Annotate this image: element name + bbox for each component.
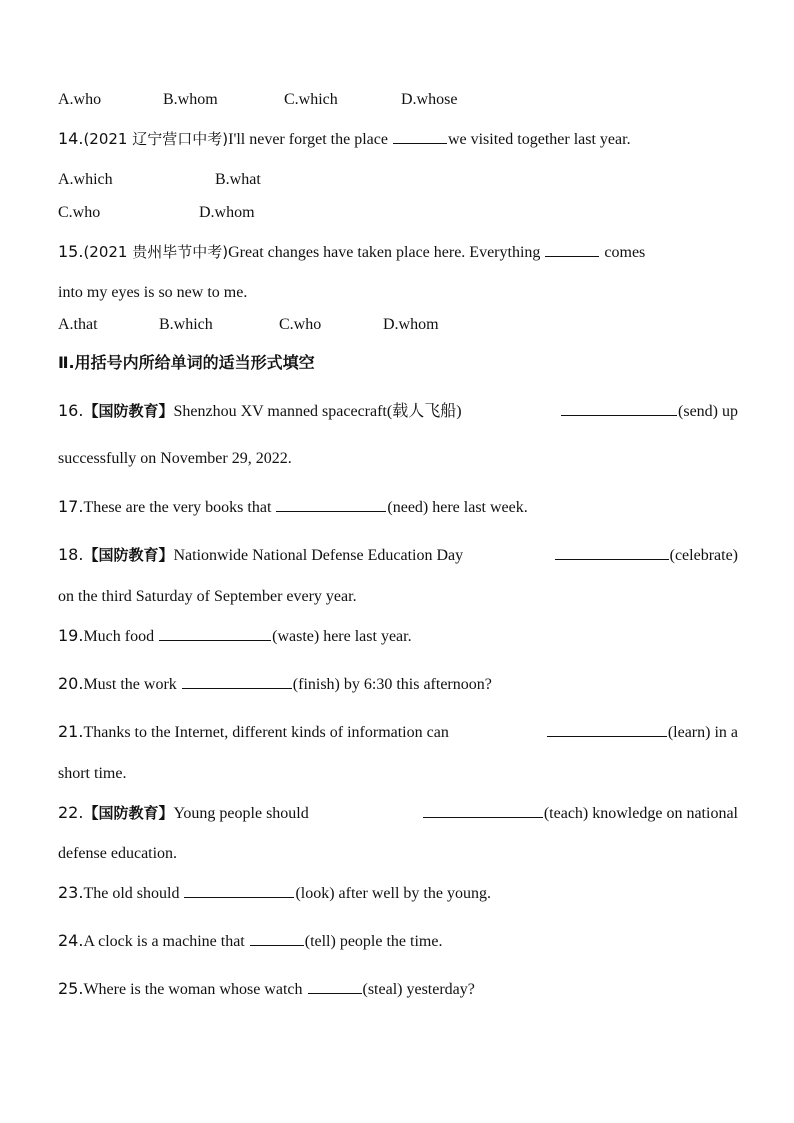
q13-option-c: C.which	[284, 91, 338, 108]
question-source: (2021 贵州毕节中考)	[83, 243, 229, 261]
q25-stem	[58, 979, 738, 1000]
question-number: 19.	[58, 626, 84, 645]
answer-blank[interactable]	[250, 931, 304, 946]
question-text: Great changes have taken place here. Everything	[228, 244, 545, 261]
q15-options	[58, 315, 738, 335]
answer-blank[interactable]	[393, 129, 447, 144]
answer-blank[interactable]	[276, 497, 386, 512]
question-text: These are the very books that	[83, 499, 276, 516]
question-text: (teach) knowledge on national	[543, 805, 738, 822]
question-text: (send) up	[678, 403, 738, 420]
question-text: The old should	[83, 885, 184, 902]
question-text: Thanks to the Internet, different kinds of information can	[83, 724, 449, 741]
answer-blank[interactable]	[423, 803, 543, 818]
q14-options-row1	[58, 170, 738, 190]
q14-option-a: A.which	[58, 171, 113, 188]
question-text: (celebrate)	[669, 547, 738, 564]
question-number: 24.	[58, 931, 84, 950]
q16-part1	[58, 401, 462, 422]
q14-option-d: D.whom	[199, 204, 255, 221]
q13-option-b: B.whom	[163, 91, 218, 108]
answer-blank[interactable]	[159, 626, 271, 641]
q15-stem-line2: into my eyes is so new to me.	[58, 284, 248, 301]
question-text: I'll never forget the place	[228, 131, 392, 148]
question-text: Much food	[83, 628, 159, 645]
question-number: 17.	[58, 497, 84, 516]
question-text: Where is the woman whose watch	[83, 981, 307, 998]
q14-options-row2	[58, 203, 738, 223]
question-text: (need) here last week.	[387, 499, 528, 516]
q20-stem	[58, 674, 738, 695]
answer-blank[interactable]	[182, 674, 292, 689]
question-text: Must the work	[83, 676, 181, 693]
q14-option-b: B.what	[215, 171, 261, 188]
q22-stem	[58, 803, 738, 824]
answer-blank[interactable]	[184, 883, 294, 898]
question-number: 15.	[58, 242, 84, 261]
question-text: Nationwide National Defense Education Day	[173, 547, 464, 564]
q15-option-d: D.whom	[383, 316, 439, 333]
question-text: (finish) by 6:30 this afternoon?	[292, 676, 492, 693]
question-number: 16.	[58, 401, 84, 420]
q15-option-a: A.that	[58, 316, 98, 333]
answer-blank[interactable]	[561, 401, 677, 416]
question-number: 25.	[58, 979, 84, 998]
q22-stem-line2: defense education.	[58, 845, 178, 862]
question-number: 22.	[58, 803, 84, 822]
question-text: (waste) here last year.	[272, 628, 412, 645]
q15-stem	[58, 242, 738, 263]
question-text: Shenzhou XV manned spacecraft(载人飞船)	[173, 403, 462, 420]
topic-tag: 【国防教育】	[83, 804, 174, 822]
q13-option-d: D.whose	[401, 91, 458, 108]
q16-stem-line2: successfully on November 29, 2022.	[58, 450, 292, 467]
section-title: Ⅱ.用括号内所给单词的适当形式填空	[58, 353, 315, 372]
question-text: (look) after well by the young.	[295, 885, 491, 902]
q23-stem	[58, 883, 738, 904]
question-text: we visited together last year.	[447, 131, 631, 148]
answer-blank[interactable]	[545, 242, 599, 257]
q22-part2	[422, 803, 738, 824]
answer-blank[interactable]	[308, 979, 362, 994]
q15-option-c: C.who	[279, 316, 322, 333]
q21-part1	[58, 722, 449, 743]
q21-part2	[546, 722, 738, 743]
answer-blank[interactable]	[547, 722, 667, 737]
q18-part2	[554, 545, 738, 566]
q16-part2	[560, 401, 738, 422]
q21-stem-line2: short time.	[58, 765, 127, 782]
question-text: (learn) in a	[667, 724, 738, 741]
question-text: (steal) yesterday?	[362, 981, 475, 998]
q14-stem	[58, 129, 738, 150]
answer-blank[interactable]	[555, 545, 669, 560]
q18-stem	[58, 545, 738, 566]
q22-part1	[58, 803, 309, 824]
q15-option-b: B.which	[159, 316, 213, 333]
question-text: Young people should	[173, 805, 309, 822]
question-number: 14.	[58, 129, 84, 148]
q19-stem	[58, 626, 738, 647]
question-number: 21.	[58, 722, 84, 741]
q24-stem	[58, 931, 738, 952]
question-number: 20.	[58, 674, 84, 693]
q21-stem	[58, 722, 738, 743]
q16-stem	[58, 401, 738, 422]
q13-option-a: A.who	[58, 91, 102, 108]
q17-stem	[58, 497, 738, 518]
q18-stem-line2: on the third Saturday of September every year.	[58, 588, 357, 605]
question-number: 23.	[58, 883, 84, 902]
question-number: 18.	[58, 545, 84, 564]
question-text: (tell) people the time.	[304, 933, 443, 950]
question-text: comes	[600, 244, 646, 261]
question-text: A clock is a machine that	[83, 933, 249, 950]
q18-part1	[58, 545, 463, 566]
topic-tag: 【国防教育】	[83, 546, 174, 564]
q13-options	[58, 90, 738, 110]
question-source: (2021 辽宁营口中考)	[83, 130, 229, 148]
q14-option-c: C.who	[58, 204, 101, 221]
topic-tag: 【国防教育】	[83, 402, 174, 420]
